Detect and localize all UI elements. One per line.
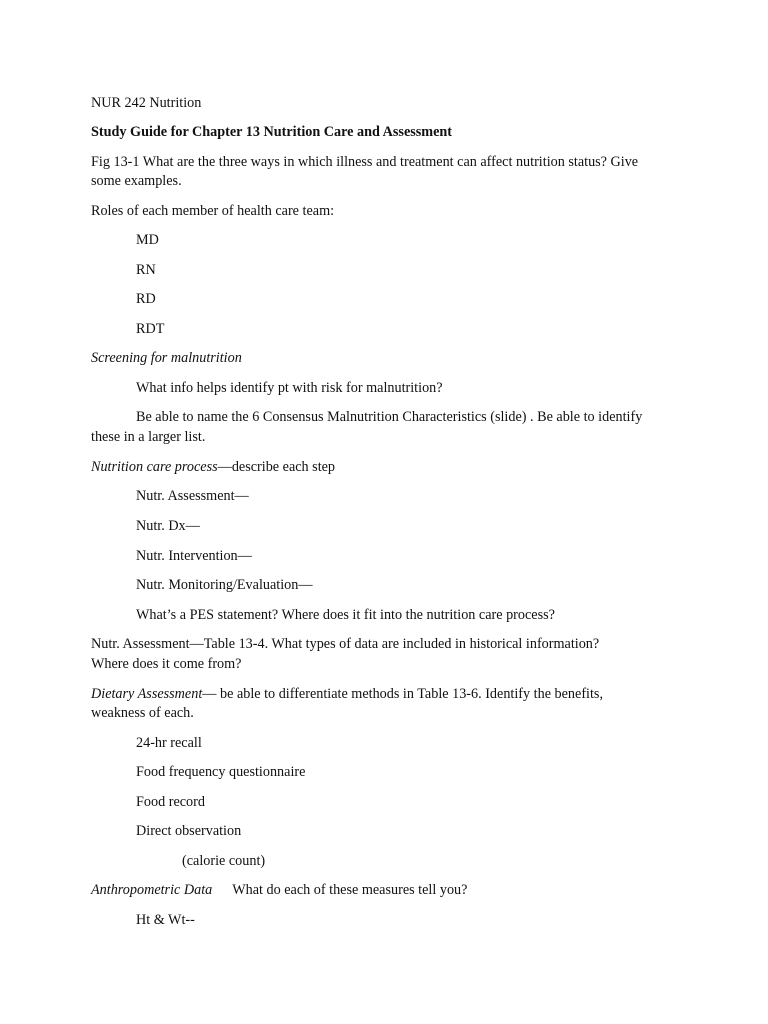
dietary-method: Food record — [136, 794, 205, 810]
role-item: RDT — [136, 321, 165, 337]
dietary-heading — [91, 684, 603, 704]
anthro-heading — [91, 880, 467, 900]
calorie-count-note: (calorie count) — [182, 853, 266, 869]
assessment-line-2: Where does it come from? — [91, 656, 242, 672]
screening-heading: Screening for malnutrition — [91, 350, 242, 366]
dietary-method: Food frequency questionnaire — [136, 764, 306, 780]
ncp-heading-italic: Nutrition care process — [91, 459, 218, 475]
anthro-heading-italic: Anthropometric Data — [91, 882, 213, 898]
screening-question-2-line-1: Be able to name the 6 Consensus Malnutrition Characteristics (slide) . Be able to identify — [136, 409, 643, 425]
anthro-heading-rest: What do each of these measures tell you? — [232, 882, 468, 898]
course-title: NUR 242 Nutrition — [91, 95, 202, 111]
ncp-step: Nutr. Monitoring/Evaluation— — [136, 577, 313, 593]
assessment-line-1: Nutr. Assessment—Table 13-4. What types of data are included in historical information? — [91, 636, 600, 652]
dietary-line-2: weakness of each. — [91, 705, 194, 721]
ncp-heading — [91, 457, 335, 477]
roles-heading: Roles of each member of health care team: — [91, 203, 335, 219]
ncp-step: Nutr. Assessment— — [136, 488, 249, 504]
screening-question-1: What info helps identify pt with risk for malnutrition? — [136, 380, 443, 396]
ncp-heading-rest: —describe each step — [217, 459, 336, 475]
dietary-method: 24-hr recall — [136, 735, 202, 751]
pes-question: What’s a PES statement? Where does it fit into the nutrition care process? — [136, 607, 555, 623]
role-item: RN — [136, 262, 156, 278]
study-guide-title: Study Guide for Chapter 13 Nutrition Care and Assessment — [91, 124, 453, 140]
dietary-heading-rest: — be able to differentiate methods in Table 13-6. Identify the benefits, — [202, 686, 603, 702]
ncp-step: Nutr. Dx— — [136, 518, 200, 534]
role-item: MD — [136, 232, 159, 248]
fig-question-line-1: Fig 13-1 What are the three ways in which illness and treatment can affect nutrition status? Give — [91, 154, 639, 170]
dietary-heading-italic: Dietary Assessment — [91, 686, 203, 702]
ncp-step: Nutr. Intervention— — [136, 548, 252, 564]
dietary-method: Direct observation — [136, 823, 242, 839]
anthro-item: Ht & Wt-- — [136, 912, 195, 928]
screening-question-2-line-2: these in a larger list. — [91, 429, 206, 445]
fig-question-line-2: some examples. — [91, 173, 182, 189]
role-item: RD — [136, 291, 156, 307]
